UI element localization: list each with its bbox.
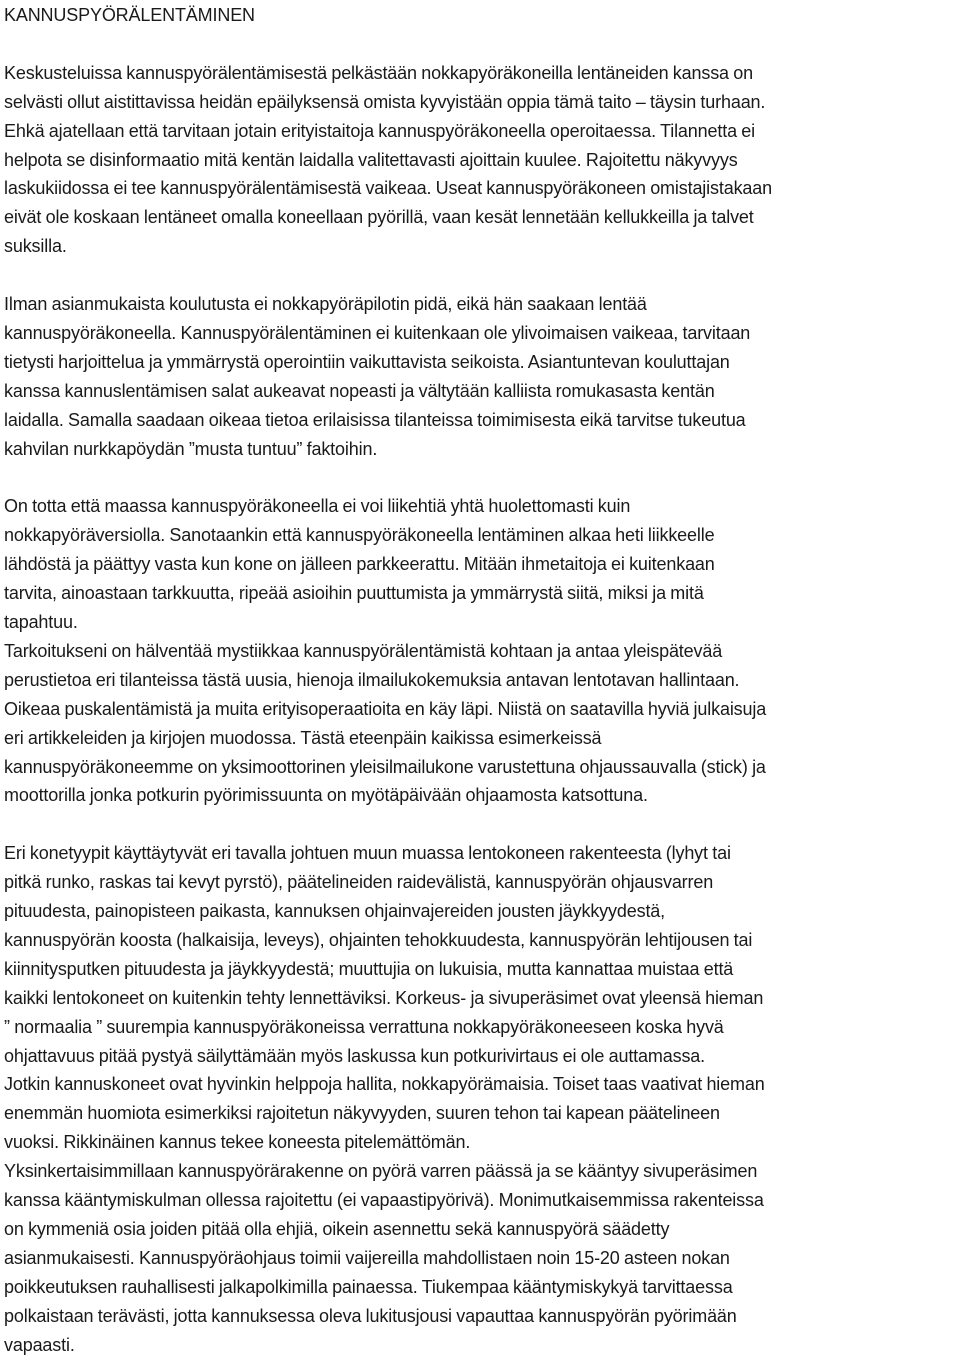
paragraph bbox=[4, 839, 960, 1359]
text-line: Eri konetyypit käyttäytyvät eri tavalla johtuen muun muassa lentokoneen rakenteesta (lyhyt tai bbox=[4, 843, 731, 864]
text-line: Jotkin kannuskoneet ovat hyvinkin helppoja hallita, nokkapyörämaisia. Toiset taas vaativat hieman bbox=[4, 1074, 765, 1095]
text-line: kiinnitysputken pituudesta ja jäykkyydestä; muuttujia on lukuisia, mutta kannattaa muistaa että bbox=[4, 958, 734, 979]
text-line: kahvilan nurkkapöydän ”musta tuntuu” faktoihin. bbox=[4, 438, 378, 459]
text-line: kannuspyörän koosta (halkaisija, leveys), ohjainten tehokkuudesta, kannuspyörän lehtijousen tai bbox=[4, 929, 753, 950]
text-line: tietysti harjoittelua ja ymmärrystä operointiin vaikuttavista seikoista. Asiantuntevan kouluttajan bbox=[4, 351, 730, 372]
text-line: On totta että maassa kannuspyöräkoneella ei voi liikehtiä yhtä huolettomasti kuin bbox=[4, 496, 631, 517]
paragraph bbox=[4, 492, 960, 810]
text-line: kannuspyöräkoneemme on yksimoottorinen yleisilmailukone varustettuna ohjaussauvalla (stick) ja bbox=[4, 756, 766, 777]
text-line: perustietoa eri tilanteissa tästä uusia, hienoja ilmailukokemuksia antavan lentotavan hallintaan. bbox=[4, 669, 740, 690]
paragraph-gap bbox=[4, 261, 960, 290]
text-line: tarvita, ainoastaan tarkkuutta, ripeää asioihin puuttumista ja ymmärrystä siitä, miksi ja mitä bbox=[4, 583, 704, 604]
text-line: ohjattavuus pitää pystyä säilyttämään myös laskussa kun potkurivirtaus ei ole auttamassa. bbox=[4, 1045, 706, 1066]
text-line: eivät ole koskaan lentäneet omalla koneellaan pyörillä, vaan kesät lennetään kellukkeilla ja talvet bbox=[4, 207, 754, 228]
text-line: vuoksi. Rikkinäinen kannus tekee koneesta pitelemättömän. bbox=[4, 1132, 471, 1153]
text-line: Tarkoitukseni on hälventää mystiikkaa kannuspyörälentämistä kohtaan ja antaa yleispätevää bbox=[4, 640, 723, 661]
text-line: Oikeaa puskalentämistä ja muita erityisoperaatioita en käy läpi. Niistä on saatavilla hyviä julkaisuja bbox=[4, 698, 767, 719]
text-line: tapahtuu. bbox=[4, 611, 78, 632]
text-line: helpota se disinformaatio mitä kentän laidalla valitettavasti ajoittain kuulee. Rajoitettu näkyvyys bbox=[4, 149, 738, 170]
text-line: vapaasti. bbox=[4, 1334, 75, 1355]
paragraph bbox=[4, 290, 960, 463]
text-line: suksilla. bbox=[4, 236, 67, 257]
text-line: on kymmeniä osia joiden pitää olla ehjiä, oikein asennettu sekä kannuspyörä säädetty bbox=[4, 1219, 670, 1239]
text-line: eri artikkeleiden ja kirjojen muodossa. Tästä eteenpäin kaikissa esimerkeissä bbox=[4, 727, 602, 748]
document-body bbox=[4, 59, 960, 1360]
text-line: enemmän huomiota esimerkiksi rajoitetun näkyvyyden, suuren tehon tai kapean päätelineen bbox=[4, 1103, 720, 1124]
paragraph-gap bbox=[4, 463, 960, 492]
paragraph-gap bbox=[4, 810, 960, 839]
text-line: kaikki lentokoneet on kuitenkin tehty lennettäviksi. Korkeus- ja sivuperäsimet ovat yleensä hieman bbox=[4, 987, 764, 1008]
text-line: lähdöstä ja päättyy vasta kun kone on jälleen parkkeerattu. Mitään ihmetaitoja ei kuitenkaan bbox=[4, 554, 715, 575]
text-line: ” normaalia ” suurempia kannuspyöräkoneissa verrattuna nokkapyöräkoneeseen koska hyvä bbox=[4, 1016, 724, 1037]
text-line: laidalla. Samalla saadaan oikeaa tietoa erilaisissa tilanteissa toimimisesta eikä tarvitse tukeutua bbox=[4, 409, 746, 430]
text-line: Ilman asianmukaista koulutusta ei nokkapyöräpilotin pidä, eikä hän saakaan lentää bbox=[4, 294, 647, 315]
text-line: Keskusteluissa kannuspyörälentämisestä pelkästään nokkapyöräkoneilla lentäneiden kanssa on bbox=[4, 62, 753, 83]
paragraph bbox=[4, 59, 960, 261]
text-line: pitkä runko, raskas tai kevyt pyrstö), päätelineiden raidevälistä, kannuspyörän ohjausvarren bbox=[4, 872, 714, 893]
text-line: Ehkä ajatellaan että tarvitaan jotain erityistaitoja kannuspyöräkoneella operoitaessa. Tilannetta ei bbox=[4, 120, 755, 141]
text-line: pituudesta, painopisteen paikasta, kannuksen ohjainvajereiden jousten jäykkyydestä, bbox=[4, 901, 666, 922]
text-line: kannuspyöräkoneella. Kannuspyörälentäminen ei kuitenkaan ole ylivoimaisen vaikeaa, tarvitaan bbox=[4, 322, 751, 343]
text-line: asianmukaisesti. Kannuspyöräohjaus toimii vaijereilla mahdollistaen noin 15-20 asteen nokan bbox=[4, 1247, 730, 1268]
text-line: polkaistaan terävästi, jotta kannuksessa oleva lukitusjousi vapauttaa kannuspyörän pyörimään bbox=[4, 1305, 737, 1326]
text-line: poikkeutuksen rauhallisesti jalkapolkimilla painaessa. Tiukempaa kääntymiskykyä tarvittaessa bbox=[4, 1276, 733, 1297]
text-line: nokkapyöräversiolla. Sanotaankin että kannuspyöräkoneella lentäminen alkaa heti liikkeelle bbox=[4, 525, 715, 546]
text-line: Yksinkertaisimmillaan kannuspyörärakenne on pyörä varren päässä ja se kääntyy sivuperäsimen bbox=[4, 1161, 758, 1182]
text-line: kanssa kannuslentämisen salat aukeavat nopeasti ja vältytään kalliista romukasasta kentän bbox=[4, 380, 715, 401]
text-line: moottorilla jonka potkurin pyörimissuunta on myötäpäivään ohjaamosta katsottuna. bbox=[4, 785, 648, 806]
text-line: selvästi ollut aistittavissa heidän epäilyksensä omista kyvyistään oppia tämä taito – täysin turhaan. bbox=[4, 91, 766, 112]
text-line: kanssa kääntymiskulman ollessa rajoitettu (ei vapaastipyörivä). Monimutkaisemmissa rakenteissa bbox=[4, 1190, 764, 1211]
text-line: laskukiidossa ei tee kannuspyörälentämisestä vaikeaa. Useat kannuspyöräkoneen omistajistakaan bbox=[4, 178, 773, 199]
document-title: KANNUSPYÖRÄLENTÄMINEN bbox=[4, 5, 255, 25]
